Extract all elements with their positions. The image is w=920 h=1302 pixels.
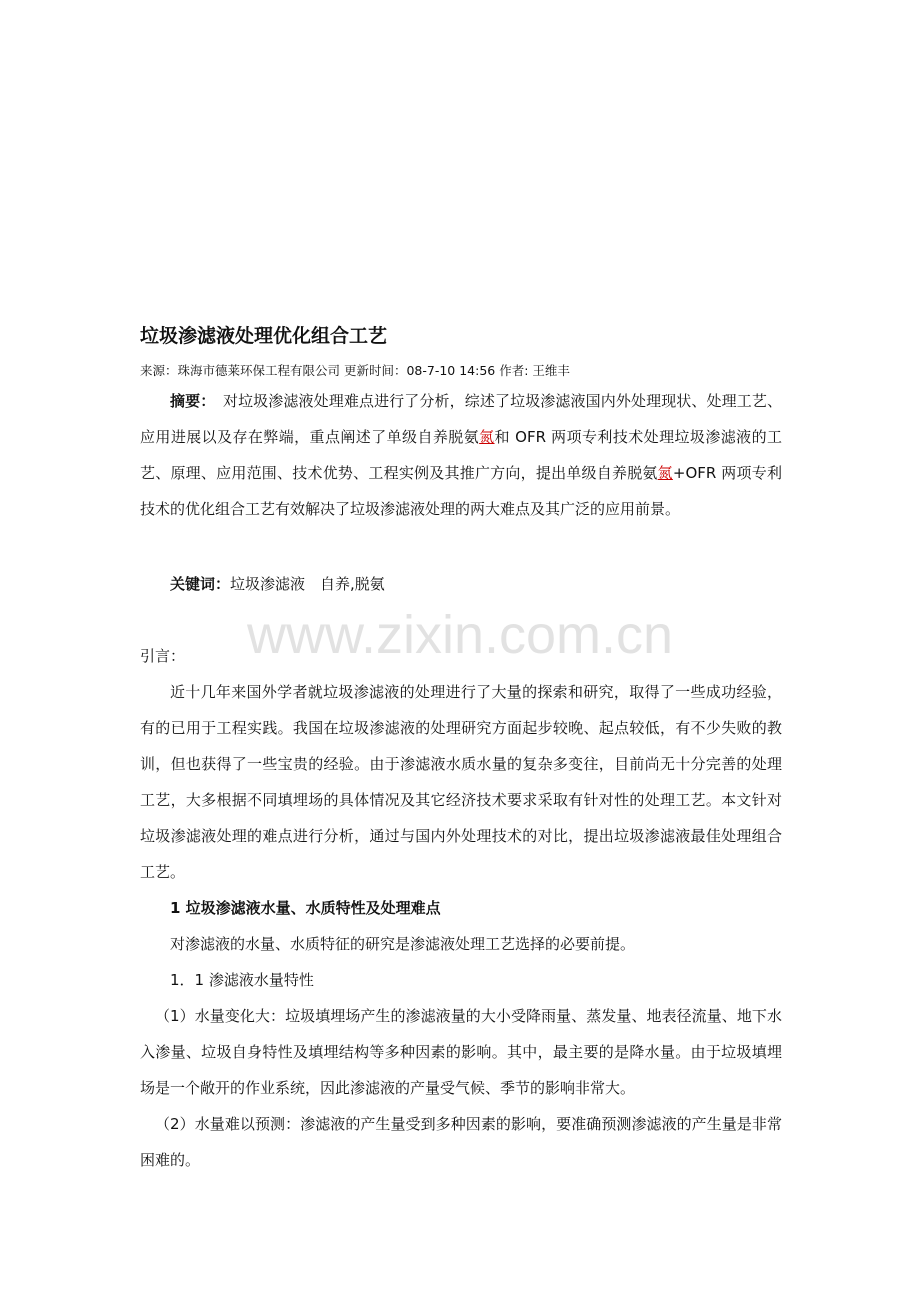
list-item-water-variation: （1）水量变化大：垃圾填埋场产生的渗滤液量的大小受降雨量、蒸发量、地表径流量、地下水入渗量、垃圾自身特性及填埋结构等多种因素的影响。其中，最主要的是降水量。由于垃圾填埋场是一个敞开的作业系统，因此渗滤液的产量受气候、季节的影响非常大。 [140,1007,782,1097]
subsection-1-1-heading: 1．1 渗滤液水量特性 [170,971,314,989]
keywords-text: 垃圾渗滤液 自养,脱氨 [230,575,385,593]
source-meta-line: 来源：珠海市德莱环保工程有限公司 更新时间：08-7-10 14:56 作者: 王维丰 [140,363,570,378]
abstract-text-2: 和 OFR 两项专利技术处理垃圾渗滤液的工艺、原理、应用范围、技术优势、工程实例及其推广方向，提出单级自养脱氨 [140,428,782,482]
section-1-heading: 1 垃圾渗滤液水量、水质特性及处理难点 [170,899,441,917]
keywords-label: 关键词： [170,575,231,593]
abstract-link-nitrogen-1[interactable]: 氮 [479,428,495,446]
abstract-link-nitrogen-2[interactable]: 氮 [657,464,673,482]
intro-heading: 引言： [140,647,186,665]
keywords-line [140,566,782,602]
abstract-label: 摘要： [170,392,208,410]
abstract-text-3: +OFR 两项专利技术的优化组合工艺有效解决了垃圾渗滤液处理的两大难点及其广泛的应用前景。 [140,464,782,518]
list-item-water-prediction: （2）水量难以预测：渗滤液的产生量受到多种因素的影响，要准确预测渗滤液的产生量是非常困难的。 [140,1115,782,1169]
site-watermark: www.zixin.com.cn [246,605,674,665]
abstract-paragraph [140,383,782,527]
abstract-text-1: 对垃圾渗滤液处理难点进行了分析，综述了垃圾渗滤液国内外处理现状、处理工艺、应用进展以及存在弊端，重点阐述了单级自养脱氨 [140,392,782,446]
intro-paragraph: 近十几年来国外学者就垃圾渗滤液的处理进行了大量的探索和研究，取得了一些成功经验，有的已用于工程实践。我国在垃圾渗滤液的处理研究方面起步较晚、起点较低，有不少失败的教训，但也获得了一些宝贵的经验。由于渗滤液水质水量的复杂多变往，目前尚无十分完善的处理工艺，大多根据不同填埋场的具体情况及其它经济技术要求采取有针对性的处理工艺。本文针对垃圾渗滤液处理的难点进行分析，通过与国内外处理技术的对比，提出垃圾渗滤液最佳处理组合工艺。 [140,683,782,881]
document-title: 垃圾渗滤液处理优化组合工艺 [140,325,388,347]
section-1-paragraph: 对渗滤液的水量、水质特征的研究是渗滤液处理工艺选择的必要前提。 [170,935,636,953]
